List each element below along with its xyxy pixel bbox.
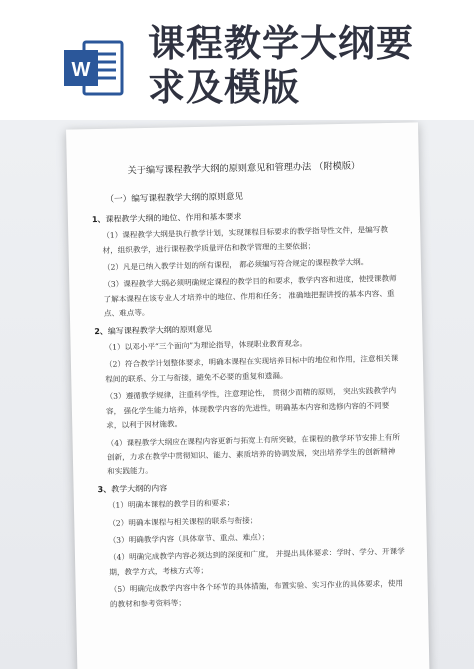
paragraph: （5）明确完成教学内容中各个环节的具体措施，布置实验、实习作业的具体要求，使用的教材和参考资料等； (109, 578, 404, 609)
paragraph: （3）遵循教学规律，注重科学性，注意理论性， 贯彻少而精的原则， 突出实践教学内容， 强化学生能力培养，体现教学内容的先进性，明确基本内容和选修内容的不同要求，以利于因材施教。 (105, 386, 397, 431)
heading-number: 2、 (94, 326, 108, 336)
heading-text: 课程教学大纲的地位、作用和基本要求 (105, 211, 242, 224)
paragraph: （1）课程教学大纲是执行教学计划，实现课程目标要求的教学指导性文件，是编写教材，组织教学，进行课程教学质量评估和教学管理的主要依据； (102, 225, 389, 255)
heading-number: 3、 (97, 484, 112, 494)
heading-number: 1、 (91, 214, 106, 224)
paragraph: （3）课程教学大纲必须明确规定课程的教学目的和要求，教学内容和进度，使授课教师了解本课程在该专业人才培养中的地位、作用和任务； 准确地把握讲授的基本内容、重点、难点等。 (103, 274, 397, 319)
heading-text: 教学大纲的内容 (111, 483, 168, 494)
paragraph: （2）符合教学计划整体要求，明确本课程在实现培养目标中的地位和作用，注意相关课程间的联系、分工与衔接，避免不必要的重复和遗漏。 (104, 354, 399, 384)
document-title: 关于编写课程教学大纲的原则意见和管理办法 （附模版） (127, 160, 361, 177)
paragraph: （2）明确本课程与相关课程的联系与衔接； (108, 515, 258, 528)
paragraph: （3）明确教学内容（具体章节、重点、难点）； (108, 532, 270, 545)
page-title: 课程教学大纲要求及模版 (148, 22, 414, 109)
heading-text: 编写课程教学大纲的原则意见 (107, 324, 212, 336)
word-document-icon (62, 36, 126, 100)
header-banner (0, 0, 474, 120)
paragraph: （2）凡是已纳入教学计划的所有课程， 都必须编写符合规定的课程教学大纲。 (102, 257, 369, 272)
paragraph: （1）以邓小平“三个面向”为理论指导，体现职业教育观念。 (104, 338, 308, 352)
paragraph: （4）课程教学大纲应在课程内容更新与拓宽上有所突破，在课程的教学环节安排上有所创新，力求在教学中贯彻知识、能力、素质培养的协调发展，突出培养学生的创新精神和实践能力。 (106, 432, 401, 477)
section-heading: （一）编写课程教学大纲的原则意见 (105, 192, 244, 206)
document-preview-area (0, 120, 474, 669)
document-page (66, 122, 430, 669)
paragraph: （1）明确本课程的教学目的和要求； (107, 498, 235, 511)
svg-text:W: W (71, 59, 91, 81)
paragraph: （4）明确完成教学内容必须达到的深度和广度， 并提出具体要求：学时、学分、开课学期，教学方式，考核方式等； (108, 547, 405, 577)
